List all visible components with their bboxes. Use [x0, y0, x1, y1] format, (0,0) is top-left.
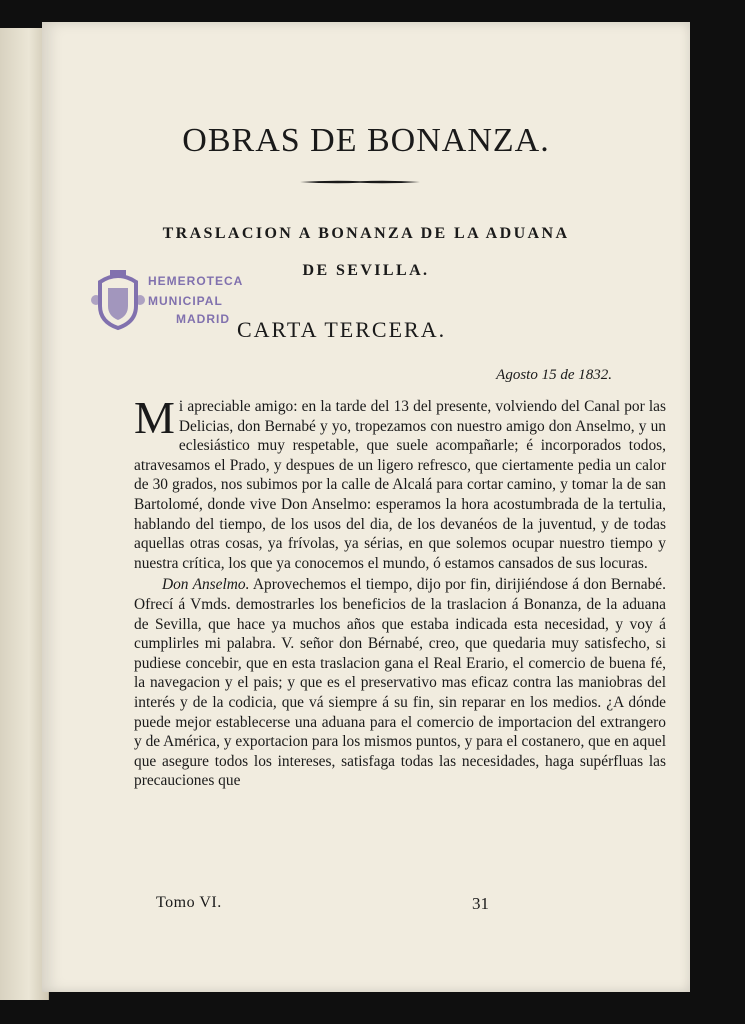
crest-icon: [90, 266, 146, 332]
letter-heading: CARTA TERCERA.: [237, 317, 447, 342]
ornament-rule: [300, 180, 420, 184]
stamp-line-2: MUNICIPAL: [148, 294, 223, 308]
speaker-name: Don Anselmo.: [162, 576, 250, 594]
body-paragraph-1: [134, 392, 666, 573]
subtitle-line-1: TRASLACION A BONANZA DE LA ADUANA: [162, 225, 570, 242]
stamp-line-3: MADRID: [176, 312, 230, 326]
paragraph-2-text: Aprovechemos el tiempo, dijo por fin, dirijiéndose á don Bernabé. Ofrecí á Vmds. demostrarles los beneficios de la traslacion á Bonanza, de la aduana de Sevilla, que hace ya muchos años que estaba indicada esta necesidad, y voy á cumplirles mi palabra. V. señor don Bérnabé, creo, que quedaria muy satisfecho, si pudiese concebir, que en esta traslacion gana el Real Erario, el comercio de buena fé, la navegacion y el pais; y que es el preservativo mas eficaz contra las maniobras del interés y de la codicia, que vá siempre á su fin, sin reparar en los medios. ¿A dónde puede mejor establecerse una aduana para el comercio de importacion del extrangero y de América, y exportacion para los mismos puntos, y para el costanero, que en aquel que asegure todos los intereses, satisfaga todas las necesidades, haga supérfluas las precauciones que: [134, 576, 666, 790]
page-title: OBRAS DE BONANZA.: [182, 122, 550, 159]
paragraph-1-text: i apreciable amigo: en la tarde del 13 del presente, volviendo del Canal por las Delicias, don Bernabé y yo, tropezamos con nuestro amigo don Anselmo, y un eclesiástico muy respetable, que suele acompañarle; é incorporados todos, atravesamos el Prado, y despues de un ligero refresco, que ciertamente pedia un calor de 30 grados, nos subimos por la calle de Alcalá para cortar camino, y tomar la de san Bartolomé, donde vive Don Anselmo: esperamos la hora acostumbrada de la tertulia, hablando del tiempo, de los usos del dia, de los devanéos de la juventud, y de todas aquellas otras cosas, ya frívolas, ya sérias, en que solemos ocupar nuestro tiempo y nuestra crítica, los que ya conocemos el mundo, ó estamos cansados de sus locuras.: [134, 398, 666, 572]
library-stamp: [90, 266, 260, 350]
drop-cap: M: [134, 392, 175, 443]
signature-mark: 31: [472, 894, 489, 913]
stamp-line-1: HEMEROTECA: [148, 274, 244, 288]
book-page: [42, 22, 690, 992]
subtitle-line-2: DE SEVILLA.: [302, 262, 430, 279]
body-paragraph-2: [134, 575, 666, 791]
letter-date: Agosto 15 de 1832.: [496, 367, 612, 383]
letter-body: [134, 392, 666, 791]
volume-label: Tomo VI.: [156, 894, 222, 911]
